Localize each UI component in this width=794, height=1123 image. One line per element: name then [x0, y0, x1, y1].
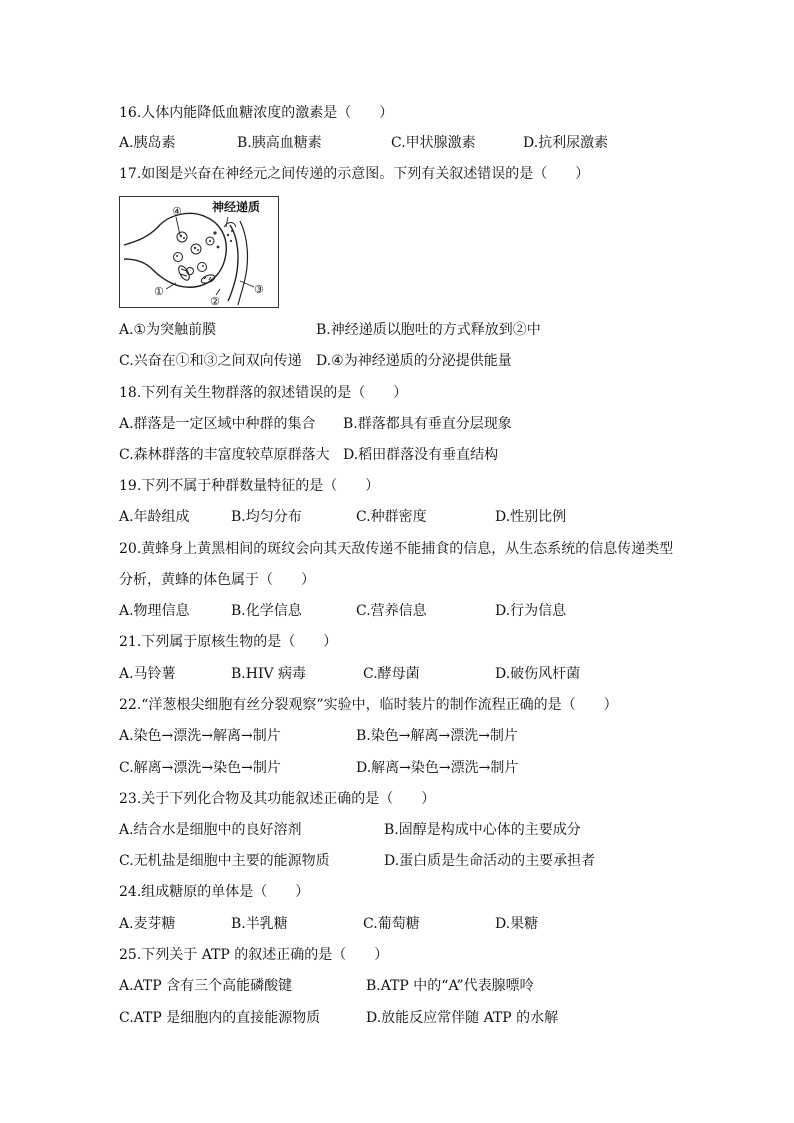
question-25-option-d: D.放能反应常伴随 ATP 的水解	[366, 1010, 559, 1026]
question-18-option-c: C.森林群落的丰富度较草原群落大	[119, 447, 330, 463]
synapse-diagram	[119, 196, 279, 308]
question-24-stem: 24.组成糖原的单体是（ ）	[119, 884, 310, 900]
question-16-option-a: A.胰岛素	[119, 135, 176, 151]
question-18-option-d: D.稻田群落没有垂直结构	[343, 447, 499, 463]
question-23-option-d: D.蛋白质是生命活动的主要承担者	[384, 853, 596, 869]
question-21-option-c: C.酵母菌	[363, 666, 420, 682]
postsynaptic-membrane	[228, 225, 238, 301]
question-25-option-c: C.ATP 是细胞内的直接能源物质	[119, 1010, 321, 1026]
question-23-option-a: A.结合水是细胞中的良好溶剂	[119, 822, 302, 838]
figure-label-1: ①	[154, 285, 164, 298]
question-23-option-c: C.无机盐是细胞中主要的能源物质	[119, 853, 330, 869]
question-25-option-b: B.ATP 中的“A”代表腺嘌呤	[366, 978, 534, 994]
question-20-option-c: C.营养信息	[356, 603, 427, 619]
question-20-stem-line2: 分析，黄蜂的体色属于（ ）	[119, 572, 315, 588]
question-16-option-c: C.甲状腺激素	[391, 135, 476, 151]
question-16-option-d: D.抗利尿激素	[523, 135, 609, 151]
question-21-stem: 21.下列属于原核生物的是（ ）	[119, 634, 338, 650]
question-22-option-a: A.染色→漂洗→解离→制片	[119, 728, 281, 744]
question-17-option-a: A.①为突触前膜	[119, 322, 217, 338]
question-19-option-b: B.均匀分布	[231, 509, 302, 525]
question-24-option-a: A.麦芽糖	[119, 916, 176, 932]
question-20-option-b: B.化学信息	[231, 603, 302, 619]
question-18-stem: 18.下列有关生物群落的叙述错误的是（ ）	[119, 385, 408, 401]
question-21-option-a: A.马铃薯	[119, 666, 176, 682]
question-18-option-b: B.群落都具有垂直分层现象	[343, 416, 512, 432]
question-17-stem: 17.如图是兴奋在神经元之间传递的示意图。下列有关叙述错误的是（ ）	[119, 166, 590, 182]
question-19-stem: 19.下列不属于种群数量特征的是（ ）	[119, 478, 380, 494]
question-20-stem-line1: 20.黄蜂身上黄黑相间的斑纹会向其天敌传递不能捕食的信息，从生态系统的信息传递类型	[119, 541, 674, 557]
figure-title-neurotransmitter: 神经递质	[212, 200, 261, 214]
question-24-option-c: C.葡萄糖	[363, 916, 420, 932]
question-18-option-a: A.群落是一定区域中种群的集合	[119, 416, 316, 432]
question-25-stem: 25.下列关于 ATP 的叙述正确的是（ ）	[119, 947, 389, 963]
question-20-option-a: A.物理信息	[119, 603, 190, 619]
question-17-option-b: B.神经递质以胞吐的方式释放到②中	[316, 322, 541, 338]
figure-label-2: ②	[210, 295, 220, 307]
question-21-option-b: B.HIV 病毒	[231, 666, 307, 682]
question-22-stem: 22.“洋葱根尖细胞有丝分裂观察”实验中，临时装片的制作流程正确的是（ ）	[119, 697, 618, 713]
question-22-option-b: B.染色→解离→漂洗→制片	[356, 728, 518, 744]
question-19-option-c: C.种群密度	[356, 509, 427, 525]
question-21-option-d: D.破伤风杆菌	[495, 666, 581, 682]
question-17-option-d: D.④为神经递质的分泌提供能量	[316, 353, 512, 369]
question-19-option-d: D.性别比例	[495, 509, 567, 525]
question-20-option-d: D.行为信息	[495, 603, 567, 619]
figure-label-4: ④	[172, 205, 182, 218]
question-17-option-c: C.兴奋在①和③之间双向传递	[119, 353, 302, 369]
question-23-option-b: B.固醇是构成中心体的主要成分	[384, 822, 581, 838]
question-16-stem: 16.人体内能降低血糖浓度的激素是（ ）	[119, 105, 394, 121]
question-19-option-a: A.年龄组成	[119, 509, 190, 525]
question-22-option-c: C.解离→漂洗→染色→制片	[119, 760, 281, 776]
question-24-option-b: B.半乳糖	[231, 916, 288, 932]
question-23-stem: 23.关于下列化合物及其功能叙述正确的是（ ）	[119, 791, 436, 807]
question-24-option-d: D.果糖	[495, 916, 539, 932]
figure-label-3: ③	[254, 283, 264, 296]
presynaptic-neuron-outline	[124, 213, 226, 287]
question-25-option-a: A.ATP 含有三个高能磷酸键	[119, 978, 293, 994]
question-16-option-b: B.胰高血糖素	[237, 135, 322, 151]
question-22-option-d: D.解离→染色→漂洗→制片	[356, 760, 519, 776]
